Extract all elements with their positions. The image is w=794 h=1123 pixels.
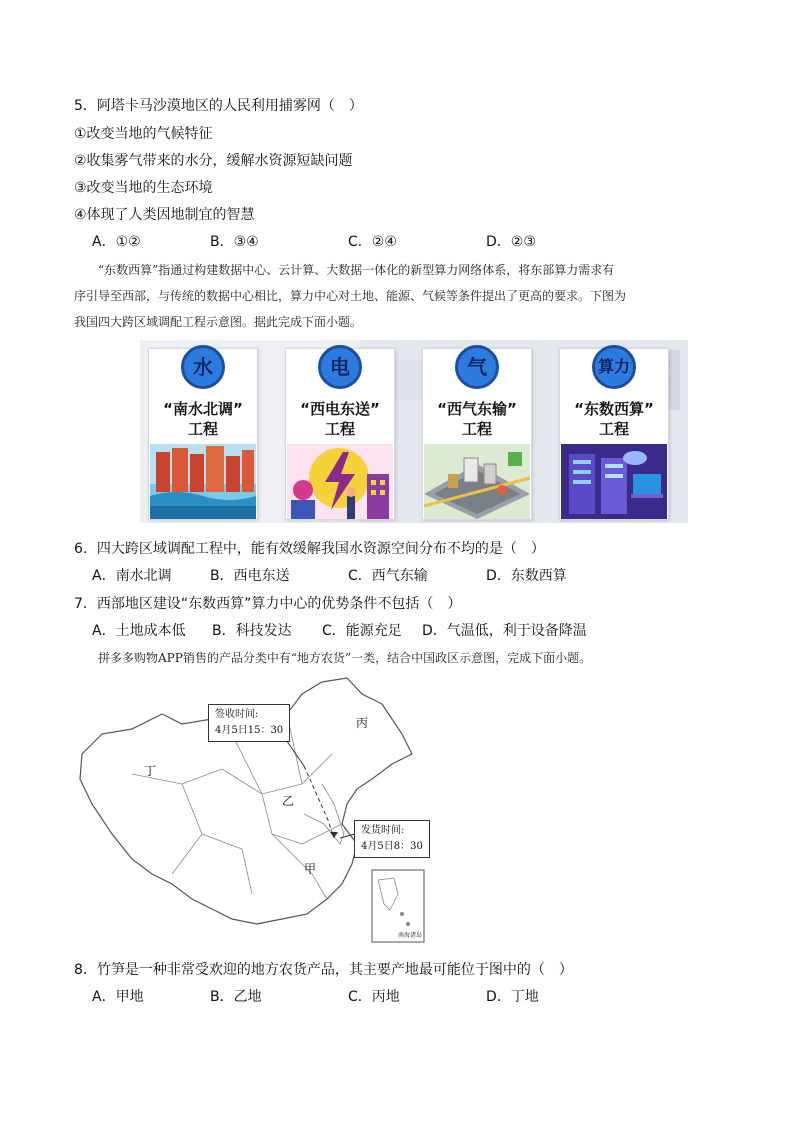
- pipeline-illustration: [424, 444, 530, 519]
- card-subtitle: 工程: [324, 420, 355, 438]
- computing-icon: 算力: [592, 345, 636, 389]
- lightning-illustration: [287, 444, 393, 519]
- sign-time-value: 4月5日15：30: [215, 725, 284, 736]
- card-title: “西电东送”: [300, 400, 380, 418]
- q8-option-b[interactable]: B．乙地: [210, 989, 262, 1005]
- sign-time-callout: [208, 704, 290, 742]
- q5-statement-1: ①改变当地的气候特征: [74, 126, 213, 142]
- card-title: “东数西算”: [574, 400, 654, 418]
- card-subtitle: 工程: [187, 420, 218, 438]
- q7-option-d[interactable]: D．气温低，利于设备降温: [422, 623, 587, 639]
- q5-statement-4: ④体现了人类因地制宜的智慧: [74, 207, 255, 223]
- sign-time-label: 签收时间:: [215, 709, 259, 720]
- q6-option-c[interactable]: C．西气东输: [348, 568, 428, 584]
- q7-stem: 7．西部地区建设“东数西算”算力中心的优势条件不包括（ ）: [74, 596, 462, 612]
- q5-stem: 5．阿塔卡马沙漠地区的人民利用捕雾网（ ）: [74, 98, 363, 114]
- ship-time-value: 4月5日8：30: [361, 841, 423, 852]
- q8-stem: 8．竹笋是一种非常受欢迎的地方农货产品，其主要产地最可能位于图中的（ ）: [74, 962, 573, 978]
- passage1-line-3: 我国四大跨区域调配工程示意图。据此完成下面小题。: [74, 315, 363, 329]
- card-east-data-west-computing: [559, 348, 669, 520]
- card-west-east-power: [285, 348, 395, 520]
- q6-stem: 6．四大跨区域调配工程中，能有效缓解我国水资源空间分布不均的是（ ）: [74, 541, 545, 557]
- passage-east-data-west-computing: [74, 257, 724, 335]
- q8-option-c[interactable]: C．丙地: [348, 989, 400, 1005]
- q5-statement-2: ②收集雾气带来的水分，缓解水资源短缺问题: [74, 153, 353, 169]
- ship-time-label: 发货时间:: [361, 825, 405, 836]
- server-illustration: [561, 444, 667, 519]
- water-icon: 水: [181, 345, 225, 389]
- dam-illustration: [150, 444, 256, 519]
- q6-option-d[interactable]: D．东数西算: [486, 568, 567, 584]
- q7-option-b[interactable]: B．科技发达: [212, 623, 292, 639]
- card-west-east-gas: [422, 348, 532, 520]
- q5-option-d[interactable]: D．②③: [486, 234, 536, 250]
- label-ding: 丁: [144, 764, 157, 778]
- passage-pinduoduo: 拼多多购物APP销售的产品分类中有“地方农货”一类，结合中国政区示意图，完成下面小题。: [98, 651, 592, 665]
- q8-option-a[interactable]: A．甲地: [92, 989, 144, 1005]
- passage1-line-2: 序引导至西部，与传统的数据中心相比，算力中心对土地、能源、气候等条件提出了更高的要求。下图为: [74, 289, 627, 303]
- inset-label: 南海诸岛: [398, 932, 423, 939]
- gas-icon: 气: [455, 345, 499, 389]
- label-bing: 丙: [356, 716, 369, 730]
- label-jia: 甲: [304, 862, 317, 876]
- china-map: [72, 674, 452, 950]
- card-subtitle: 工程: [461, 420, 492, 438]
- q8-option-d[interactable]: D．丁地: [486, 989, 539, 1005]
- q5-option-b[interactable]: B．③④: [210, 234, 259, 250]
- projects-banner: [140, 340, 688, 523]
- q7-option-c[interactable]: C．能源充足: [322, 623, 402, 639]
- q5-statement-3: ③改变当地的生态环境: [74, 180, 213, 196]
- power-icon: 电: [318, 345, 362, 389]
- q7-option-a[interactable]: A．土地成本低: [92, 623, 186, 639]
- passage1-line-1: “东数西算”指通过构建数据中心、云计算、大数据一体化的新型算力网络体系，将东部算力需求有: [98, 263, 615, 277]
- q5-option-c[interactable]: C．②④: [348, 234, 397, 250]
- label-yi: 乙: [282, 794, 295, 808]
- card-subtitle: 工程: [598, 420, 629, 438]
- card-title: “西气东输”: [437, 400, 517, 418]
- ship-time-callout: [354, 820, 430, 858]
- q6-option-b[interactable]: B．西电东送: [210, 568, 290, 584]
- q5-option-a[interactable]: A．①②: [92, 234, 141, 250]
- card-title: “南水北调”: [163, 400, 243, 418]
- card-south-north-water: [148, 348, 258, 520]
- q6-option-a[interactable]: A．南水北调: [92, 568, 172, 584]
